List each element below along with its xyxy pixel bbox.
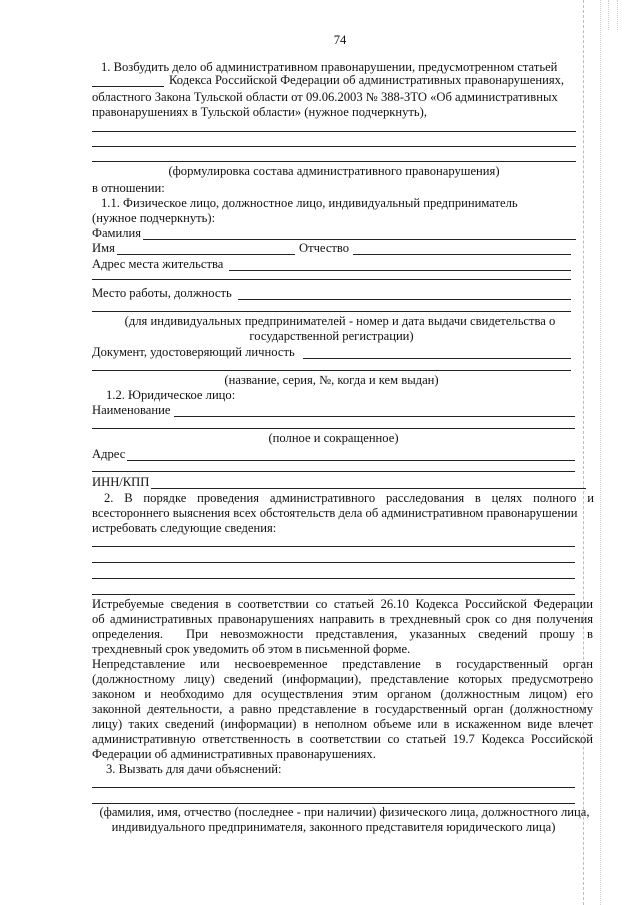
inn-label: ИНН/КПП — [92, 475, 150, 489]
blank-line — [92, 131, 576, 132]
blank-line — [92, 471, 575, 472]
blank-line — [92, 546, 575, 547]
page-number: 74 — [333, 33, 347, 47]
surname-field[interactable] — [143, 239, 576, 240]
scan-edge-line — [617, 0, 618, 30]
item2-line3: истребовать следующие сведения: — [92, 521, 277, 535]
requested-line2: об административных правонарушениях направить в трехдневный срок со дня получения — [92, 612, 593, 626]
item1-1-line2: (нужное подчеркнуть): — [92, 211, 216, 225]
item1-line1: 1. Возбудить дело об административном правонарушении, предусмотренном статьей — [101, 60, 558, 74]
warning-line3: законом и необходимо для осуществления этим органом (должностным лицом) его — [92, 687, 593, 701]
warning-line7: Федерации об административных правонарушениях. — [92, 747, 376, 761]
blank-line — [92, 428, 575, 429]
blank-line — [92, 787, 575, 788]
address-field[interactable] — [229, 270, 571, 271]
requested-line4: трехдневный срок уведомить об этом в письменной форме. — [92, 642, 411, 656]
warning-line4: законной деятельности, а равно представление в государственный орган (должностному — [92, 702, 593, 716]
blank-line — [92, 803, 575, 804]
warning-line1: Непредставление или несвоевременное представление в государственный орган — [92, 657, 593, 671]
item1-line4: правонарушениях в Тульской области» (нужное подчеркнуть), — [92, 105, 428, 119]
id-doc-note: (название, серия, №, когда и кем выдан) — [224, 373, 439, 387]
offense-caption: (формулировка состава административного правонарушения) — [168, 164, 500, 178]
warning-line2: (должностному лицу) сведений (информации), представление которых предусмотрено — [92, 672, 593, 686]
article-blank — [92, 86, 164, 87]
item3-note1: (фамилия, имя, отчество (последнее - при наличии) физического лица, должностного лица, — [99, 805, 590, 819]
naming-label: Наименование — [92, 403, 171, 417]
blank-line — [92, 161, 576, 162]
blank-line — [92, 578, 575, 579]
legal-address-field[interactable] — [127, 460, 575, 461]
surname-label: Фамилия — [92, 226, 142, 240]
id-doc-label: Документ, удостоверяющий личность — [92, 345, 295, 359]
address-label: Адрес места жительства — [92, 257, 224, 271]
requested-line3b: При невозможности представления, указанных сведений прошу в — [186, 627, 593, 641]
naming-field[interactable] — [174, 416, 575, 417]
ip-note-2: государственной регистрации) — [249, 329, 414, 343]
patronymic-field[interactable] — [353, 254, 571, 255]
item3-line1: 3. Вызвать для дачи объяснений: — [106, 762, 282, 776]
scan-edge-line — [608, 0, 609, 30]
requested-line1: Истребуемые сведения в соответствии со статьей 26.10 Кодекса Российской Федерации — [92, 597, 593, 611]
name-label: Имя — [92, 241, 115, 255]
item2-line1: 2. В порядке проведения административного расследования в целях полного и — [104, 491, 594, 505]
item1-1-line1: 1.1. Физическое лицо, должностное лицо, индивидуальный предприниматель — [101, 196, 518, 210]
blank-line — [92, 279, 571, 280]
item1-line2: Кодекса Российской Федерации об административных правонарушениях, — [169, 73, 565, 87]
id-doc-field[interactable] — [303, 358, 571, 359]
blank-line — [92, 562, 575, 563]
blank-line — [92, 594, 575, 595]
ip-note-1: (для индивидуальных предпринимателей - номер и дата выдачи свидетельства о — [124, 314, 556, 328]
inn-field[interactable] — [151, 488, 586, 489]
blank-line — [92, 146, 576, 147]
naming-note: (полное и сокращенное) — [268, 431, 399, 445]
scan-edge-line — [583, 0, 584, 905]
requested-line3a: определения. — [92, 627, 164, 641]
item3-note2: индивидуального предпринимателя, законного представителя юридического лица) — [111, 820, 556, 834]
regarding-label: в отношении: — [92, 181, 165, 195]
item1-line3: областного Закона Тульской области от 09.06.2003 № 388-ЗТО «Об административных — [92, 90, 558, 104]
item1-2-title: 1.2. Юридическое лицо: — [106, 388, 236, 402]
name-field[interactable] — [117, 254, 295, 255]
warning-line6: административную ответственность в соответствии со статьей 19.7 Кодекса Российской — [92, 732, 593, 746]
blank-line — [92, 311, 571, 312]
blank-line — [92, 370, 571, 371]
warning-line5: лицу) таких сведений (информации) в неполном объеме или в искаженном виде влечет — [92, 717, 593, 731]
item2-line2: всестороннего выяснения всех обстоятельств дела об административном правонарушении — [92, 506, 578, 520]
patronymic-label: Отчество — [299, 241, 350, 255]
workplace-label: Место работы, должность — [92, 286, 232, 300]
workplace-field[interactable] — [238, 299, 571, 300]
scan-edge-line — [600, 0, 601, 905]
legal-address-label: Адрес — [92, 447, 126, 461]
